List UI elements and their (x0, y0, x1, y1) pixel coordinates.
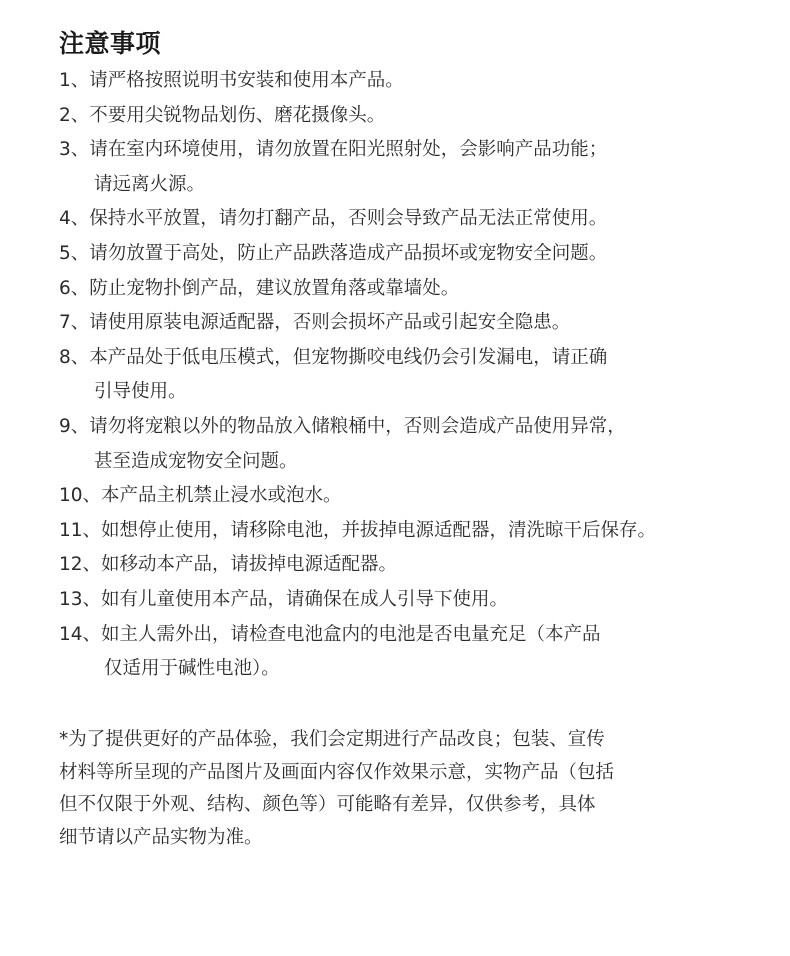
note-text: 4、保持水平放置，请勿打翻产品，否则会导致产品无法正常使用。 (59, 208, 608, 230)
note-text: 13、如有儿童使用本产品，请确保在成人引导下使用。 (59, 588, 509, 610)
note-text: 5、请勿放置于高处，防止产品跌落造成产品损坏或宠物安全问题。 (59, 242, 608, 264)
list-item (59, 618, 784, 687)
note-continuation: 仅适用于碱性电池）。 (104, 658, 280, 680)
list-item (59, 237, 784, 272)
disclaimer-line: 材料等所呈现的产品图片及画面内容仅作效果示意，实物产品（包括 (59, 761, 615, 783)
list-item (59, 306, 784, 341)
note-text: 2、不要用尖锐物品划伤、磨花摄像头。 (59, 104, 386, 126)
note-text: 10、本产品主机禁止浸水或泡水。 (59, 485, 342, 507)
list-item (59, 479, 784, 514)
disclaimer-line: *为了提供更好的产品体验，我们会定期进行产品改良；包装、宣传 (59, 729, 605, 750)
list-item (59, 410, 784, 479)
list-item (59, 99, 784, 134)
list-item (59, 202, 784, 237)
note-text: 7、请使用原装电源适配器，否则会损坏产品或引起安全隐患。 (59, 312, 571, 334)
list-item (59, 583, 784, 618)
disclaimer-line: 但不仅限于外观、结构、颜色等）可能略有差异，仅供参考，具体 (59, 794, 596, 816)
page-title: 注意事项 (59, 29, 162, 58)
list-item (59, 133, 784, 202)
note-continuation: 甚至造成宠物安全问题。 (94, 450, 298, 472)
note-text: 12、如移动本产品，请拔掉电源适配器。 (59, 554, 398, 576)
note-text: 8、本产品处于低电压模式，但宠物撕咬电线仍会引发漏电，请正确 (59, 346, 608, 368)
list-item (59, 514, 784, 549)
note-continuation: 请远离火源。 (94, 173, 206, 195)
disclaimer-line: 细节请以产品实物为准。 (59, 826, 263, 848)
note-text: 9、请勿将宠粮以外的物品放入储粮桶中，否则会造成产品使用异常， (59, 415, 626, 437)
list-item (59, 341, 784, 410)
note-text: 1、请严格按照说明书安装和使用本产品。 (59, 70, 404, 91)
precautions-list (59, 64, 784, 687)
note-text: 11、如想停止使用，请移除电池，并拔掉电源适配器，清洗晾干后保存。 (59, 519, 657, 541)
note-text: 6、防止宠物扑倒产品，建议放置角落或靠墙处。 (59, 277, 460, 299)
list-item (59, 548, 784, 583)
note-continuation: 引导使用。 (94, 381, 187, 403)
note-text: 14、如主人需外出，请检查电池盒内的电池是否电量充足（本产品 (59, 623, 601, 645)
list-item (59, 272, 784, 307)
disclaimer-paragraph (59, 724, 759, 854)
note-text: 3、请在室内环境使用，请勿放置在阳光照射处，会影响产品功能； (59, 139, 608, 161)
list-item (59, 64, 784, 99)
